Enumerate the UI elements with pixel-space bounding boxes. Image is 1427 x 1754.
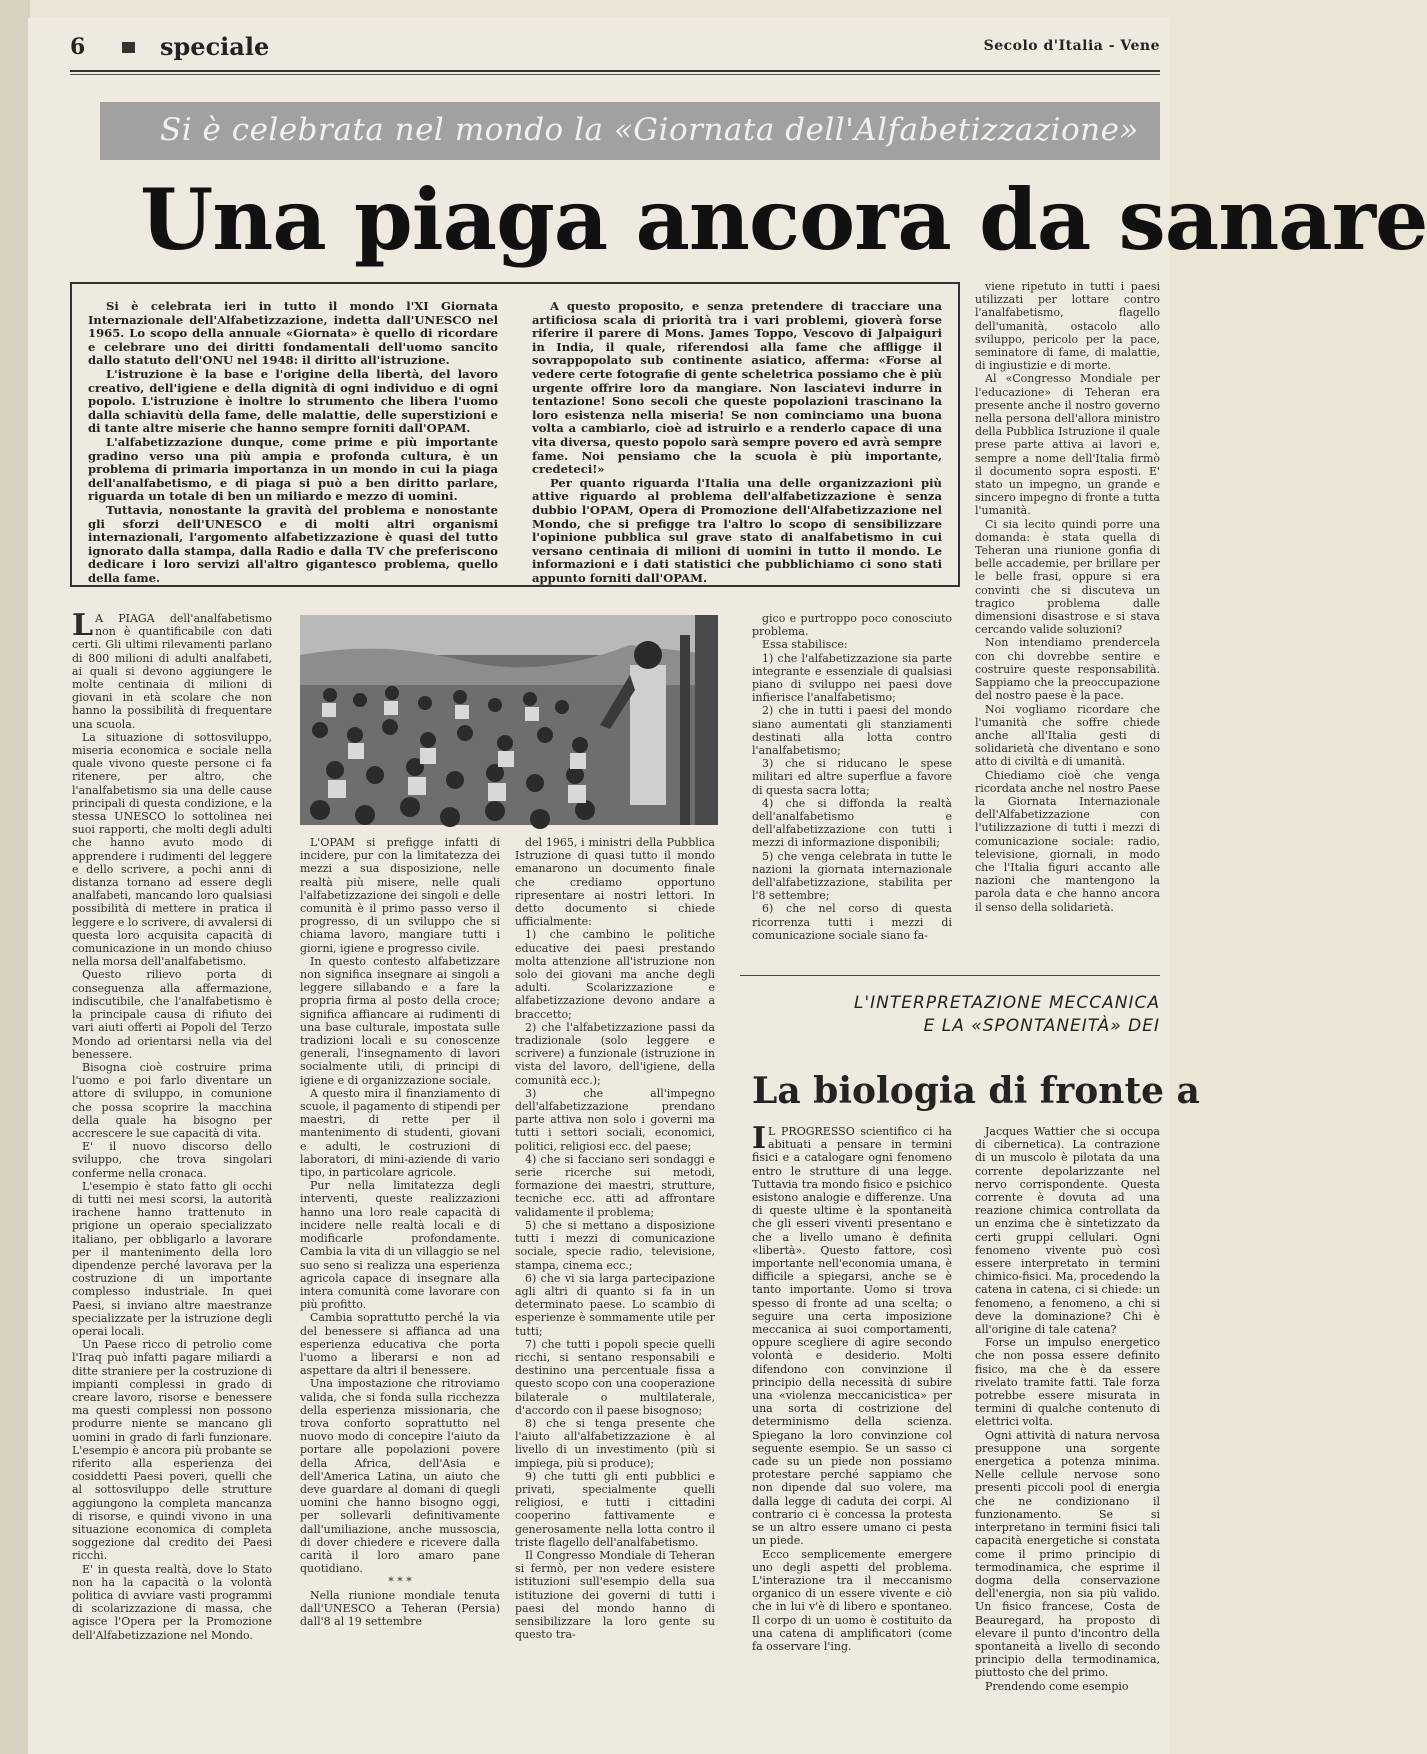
article-column-4 <box>752 612 952 958</box>
article-paragraph: E' il nuovo discorso dello sviluppo, che trova singolari conferme nella cronaca. <box>72 1140 272 1180</box>
biology-title: La biologia di fronte a <box>752 1070 1200 1112</box>
article-paragraph: Pur nella limitatezza degli interventi, queste realizzazioni hanno una loro reale capacità di incidere nelle realtà locali e di modificarle profondamente. Cambia la vita di un villaggio se nel suo seno si realizza una esperienza agricola capace di insegnare alla intera comunità come lavorare con più profitto. <box>300 1179 500 1312</box>
article-paragraph: Questo rilievo porta di conseguenza alla affermazione, indiscutibile, che l'analfabetismo è la principale causa di rifiuto dei vari aiuti offerti ai Popoli del Terzo Mondo ad orientarsi nella via del benessere. <box>72 968 272 1061</box>
dropcap: L <box>72 608 94 643</box>
article-paragraph: 3) che all'impegno dell'alfabetizzazione prendano parte attiva non solo i governi ma tutti i settori sociali, economici, politici, religiosi ecc. del paese; <box>515 1086 715 1153</box>
article-paragraph: Il Congresso Mondiale di Teheran si fermò, per non vedere esistere istituzioni sull'esempio della sua istituzione dei governi di tutti i paesi del mondo hanno di sensibilizzare la loro gente su questo tra- <box>515 1548 715 1642</box>
intro-paragraph: Si è celebrata ieri in tutto il mondo l'XI Giornata Internazionale dell'Alfabetizzazione, indetta dall'UNESCO nel 1965. Lo scopo della annuale «Giornata» è quello di ricordare e celebrare uno dei diritti fondamentali dell'uomo sancito dallo statuto dell'ONU nel 1948: il diritto all'istruzione. <box>88 299 498 368</box>
article-paragraph: 6) che nel corso di questa ricorrenza tutti i mezzi di comunicazione sociale siano fa- <box>752 902 952 942</box>
biology-paragraph: Ogni attività di natura nervosa presuppone una sorgente energetica a potenza minima. Nelle cellule nervose sono presenti piccoli pool di energia che ne condizionano il funzionamento. Se si interpretano in termini fisici tali capacità energetiche si constata come il primo principio di termodinamica, che esprime il dogma della conservazione dell'energia, non sia più valido. Un fisico francese, Costa de Beauregard, ha proposto di elevare il punto d'incontro della spontaneità a livello di secondo principio della termodinamica, piuttosto che del primo. <box>975 1428 1160 1680</box>
article-paragraph: 1) che l'alfabetizzazione sia parte integrante e essenziale di qualsiasi piano di sviluppo nei paesi dove infierisce l'analfabetismo; <box>752 651 952 705</box>
article-paragraph: 7) che tutti i popoli specie quelli ricchi, si sentano responsabili e destinino una percentuale fissa a questo scopo con una cooperazione bilaterale o multilaterale, d'accordo con il paese bisognoso; <box>515 1337 715 1417</box>
article-paragraph: 5) che si mettano a disposizione tutti i mezzi di comunicazione sociale, specie radio, televisione, stampa, cinema ecc.; <box>515 1218 715 1272</box>
intro-column-left <box>88 299 498 585</box>
article-paragraph: 6) che vi sia larga partecipazione agli altri di quanto si fa in un determinato paese. Lo scambio di esperienze è sommamente utile per tutti; <box>515 1271 715 1338</box>
article-paragraph: Al «Congresso Mondiale per l'educazione» di Teheran era presente anche il nostro governo nella persona dell'allora ministro della Pubblica Istruzione il quale prese parte attiva ai lavori e, sempre a nome dell'Italia firmò il documento sopra esposti. E' stato un impegno, un grande e sincero impegno di fronte a tutta l'umanità. <box>975 372 1160 518</box>
article-column-1 <box>72 608 272 1732</box>
intro-paragraph: Per quanto riguarda l'Italia una delle organizzazioni più attive riguardo al problema dell'alfabetizzazione è senza dubbio l'OPAM, Opera di Promozione dell'Alfabetizzazione nel Mondo, che si prefigge tra l'altro lo scopo di sensibilizzare l'opinione pubblica sul grave stato di analfabetismo in cui versano centinaia di milioni di uomini in tutto il mondo. Le informazioni e i dati statistici che pubblichiamo ci sono stati appunto forniti dall'OPAM. <box>532 475 942 585</box>
biology-column-1 <box>752 1121 952 1730</box>
article-photo <box>300 615 718 825</box>
biology-paragraph: Prendendo come esempio <box>985 1679 1129 1693</box>
dropcap: I <box>752 1121 767 1156</box>
article-paragraph: 8) che si tenga presente che l'aiuto all'alfabetizzazione è al livello di un investimento (più si impiega, più si produce); <box>515 1416 715 1470</box>
biology-paragraph: L PROGRESSO scientifico ci ha abituati a pensare in termini fisici e a catalogare ogni fenomeno entro le strutture di una legge. Tuttavia tra mondo fisico e psichico esistono analogie e differenze. Una di queste ultime è la spontaneità che gli esseri viventi presentano e che a livello umano è definita «libertà». Questo fattore, così importante nell'economia umana, è difficile a spiegarsi, anche se è tanto importante. Uomo si trova spesso di fronte ad una scelta; o seguire una certa imposizione meccanica ai suoi comportamenti, oppure scegliere di agire secondo volontà e desiderio. Molti difendono con convinzione il principio della necessità di subire una «violenza meccanicistica» per una sorta di costrizione del determinismo della scienza. Spiegano la loro convinzione col seguente esempio. Se un sasso ci cade su un piede non possiamo protestare perché sappiamo che non dipende dal suo volere, ma dalla legge di caduta dei corpi. Al contrario ci è concessa la protesta se un altro essere umano ci pesta un piede. <box>752 1125 952 1548</box>
article-paragraph: 2) che l'alfabetizzazione passi da tradizionale (solo leggere e scrivere) a funzionale (istruzione in vista del lavoro, dell'igiene, della comunità ecc.); <box>515 1020 715 1087</box>
article-paragraph: La situazione di sottosviluppo, miseria economica e sociale nella quale vivono queste persone ci fa ritenere, per altro, che l'analfabetismo sia una delle cause principali di questa condizione, e la stessa UNESCO lo sottolinea nei suoi rapporti, che molti degli adulti che hanno avuto modo di apprendere i rudimenti del leggere e dello scrivere, a pochi anni di distanza tornano ad essere degli analfabeti, mancando loro qualsiasi possibilità di mettere in pratica il leggere e lo scrivere, di avvalersi di questa loro acquisita capacità di comunicazione in un mondo chiuso nella morsa dell'analfabetismo. <box>72 730 272 969</box>
biology-kicker <box>850 992 1160 1038</box>
article-paragraph: Non intendiamo prendercela con chi dovrebbe sentire e costruire queste responsabilità. Sappiamo che la preoccupazione del nostro paese è la pace. <box>975 636 1160 703</box>
intro-paragraph: Tuttavia, nonostante la gravità del problema e nonostante gli sforzi dell'UNESCO e di molti altri organismi internazionali, l'argomento alfabetizzazione è quasi del tutto ignorato dalla stampa, dalla Radio e dalla TV che preferiscono dedicare i loro servizi all'altro gigantesco problema, quello della fame. <box>88 502 498 585</box>
page-header <box>70 28 1160 70</box>
article-paragraph: L'esempio è stato fatto gli occhi di tutti nei mesi scorsi, la autorità irachene hanno trattenuto in prigione un operaio specializzato italiano, per obbligarlo a lavorare per il mantenimento della loro dipendenze perché lavorava per la costruzione di un importante complesso industriale. In quei Paesi, si inviano altre maestranze specializzate per la istruzione degli operai locali. <box>72 1179 272 1338</box>
article-column-5 <box>975 280 1160 958</box>
article-paragraph: 4) che si facciano seri sondaggi e serie ricerche sui metodi, formazione dei maestri, strutture, tecniche ecc. atti ad affrontare validamente il problema; <box>515 1152 715 1219</box>
intro-paragraph: A questo proposito, e senza pretendere di tracciare una artificiosa scala di priorità tra i vari problemi, gioverà forse riferire il parere di Mons. James Toppo, Vescovo di Jalpaiguri in India, il quale, riferendosi alla fame che affligge il sovrappopolato sub continente asiatico, afferma: «Forse al vedere certe fotografie di gente scheletrica possiamo che è più urgente offrire loro da mangiare. Non lasciatevi indurre in tentazione! Sono secoli che queste popolazioni trascinano la loro esistenza nella miseria! Se non cominciamo una buona volta a cambiarlo, cioè ad istruirlo e a renderlo capace di una vita diversa, questo popolo sarà sempre povero ed avrà sempre fame. Noi pensiamo che la scuola è più importante, credeteci!» <box>532 299 942 477</box>
section-square-icon <box>122 42 135 53</box>
classroom-crowd-image <box>300 615 718 825</box>
article-paragraph: Bisogna cioè costruire prima l'uomo e poi farlo diventare un attore di sviluppo, in comunione che possa scoprire la macchina della quale ha bisogno per accrescere le sue capacità di vita. <box>72 1060 272 1140</box>
article-paragraph: Nella riunione mondiale tenuta dall'UNESCO a Teheran (Persia) dall'8 al 19 settembre <box>300 1588 500 1628</box>
article-paragraph: 4) che si diffonda la realtà dell'analfabetismo e dell'alfabetizzazione con tutti i mezzi di informazione disponibili; <box>752 796 952 850</box>
intro-paragraph: L'istruzione è la base e l'origine della libertà, del lavoro creativo, dell'igiene e della dignità di ogni individuo e di ogni popolo. L'istruzione è inoltre lo strumento che libera l'uomo dalla schiavitù della fame, delle malattie, delle superstizioni e di tante altre miserie che hanno sempre forniti dall'OPAM. <box>88 366 498 436</box>
biology-paragraph: Jacques Wattier che si occupa di cibernetica). La contrazione di un muscolo è pilotata da una corrente depolarizzante nel nervo corrispondente. Questa corrente è dovuta ad una reazione chimica controllata da un enzima che è sintetizzato da certi gruppi cellulari. Ogni fenomeno vivente può così essere interpretato in termini chimico-fisici. Ma, procedendo la catena in catena, ci si chiede: un fenomeno, a fenomeno, a chi si deve la dominazione? Chi è all'origine di tale catena? <box>975 1125 1160 1337</box>
intro-column-right <box>532 299 942 585</box>
article-paragraph: 3) che si riducano le spese militari ed altre superflue a favore di questa sacra lotta; <box>752 757 952 797</box>
article-paragraph: A PIAGA dell'analfabetismo non è quantificabile con dati certi. Gli ultimi rilevamenti parlano di 800 milioni di adulti analfabeti, ai quali si devono aggiungere le molte centinaia di milioni di giovani in età scolare che non hanno la possibilità di frequentare una scuola. <box>72 612 272 731</box>
article-paragraph: viene ripetuto in tutti i paesi utilizzati per lottare contro l'analfabetismo, flagello dell'umanità, ostacolo allo sviluppo, pericolo per la pace, seminatore di fame, di malattie, di ingiustizie e di morte. <box>975 280 1160 373</box>
biology-paragraph: Forse un impulso energetico che non possa essere definito fisico, ma che è da essere rivelato tramite fatti. Tale forza potrebbe essere misurata in termini di qualche contenuto di elettrici volta. <box>975 1336 1160 1429</box>
article-column-2 <box>300 836 500 1732</box>
kicker-banner <box>100 102 1160 160</box>
masthead: Secolo d'Italia - Vene <box>983 38 1160 54</box>
article-paragraph: Essa stabilisce: <box>762 638 848 652</box>
article-paragraph: gico e purtroppo poco conosciuto problema. <box>752 612 952 639</box>
article-paragraph: Ci sia lecito quindi porre una domanda: è stata quella di Teheran una riunione gonfia di belle accademie, per brillare per le belle frasi, oppure si era convinti che si discuteva un tragico problema dalle dimensioni disastrose e si stava cercando valide soluzioni? <box>975 517 1160 637</box>
main-headline: Una piaga ancora da sanare <box>140 170 1427 269</box>
section-divider <box>740 975 1160 976</box>
header-rule-thin <box>70 74 1160 75</box>
article-paragraph: In questo contesto alfabetizzare non significa insegnare ai singoli a leggere sillabando e a fare la propria firma al posto della croce; significa affiancare ai rudimenti di una base culturale, impostata sulle tradizioni locali e su conoscenze generali, l'insegnamento di lavori socialmente utili, di principi di igiene e di organizzazione sociale. <box>300 954 500 1087</box>
biology-paragraph: Ecco semplicemente emergere uno degli aspetti del problema. L'interazione tra il meccanismo organico di un essere vivente e ciò che in lui v'è di libero e spontaneo. Il corpo di un uomo è costituito da una catena di amplificatori (come fa osservare l'ing. <box>752 1547 952 1653</box>
header-rule <box>70 70 1160 72</box>
article-paragraph: del 1965, i ministri della Pubblica Istruzione di quasi tutto il mondo emanarono un documento finale che crediamo opportuno ripresentare ai nostri lettori. In detto documento si chiede ufficialmente: <box>515 836 715 929</box>
article-paragraph: 5) che venga celebrata in tutte le nazioni la giornata internazionale dell'alfabetizzazione, stabilita per l'8 settembre; <box>752 849 952 903</box>
article-column-3 <box>515 836 715 1732</box>
kicker-text: Si è celebrata nel mondo la «Giornata dell'Alfabetizzazione» <box>160 112 1139 148</box>
intro-paragraph: L'alfabetizzazione dunque, come prime e più importante gradino verso una più ampia e profonda cultura, è un problema di primaria importanza in un mondo in cui la piaga dell'analfabetismo, e di piaga si può a ben diritto parlare, riguarda un totale di ben un miliardo e mezzo di uomini. <box>88 434 498 504</box>
article-paragraph: E' in questa realtà, dove lo Stato non ha la capacità o la volontà politica di avviare vasti programmi di scolarizzazione di massa, che agisce l'Opera per la Promozione dell'Alfabetizzazione nel Mondo. <box>72 1562 272 1642</box>
article-paragraph: Noi vogliamo ricordare che l'umanità che soffre chiede anche all'Italia gesti di solidarietà che diventano e sono atto di civiltà e di umanità. <box>975 702 1160 769</box>
article-paragraph: A questo mira il finanziamento di scuole, il pagamento di stipendi per maestri, di rette per il mantenimento di studenti, giovani e adulti, le costruzioni di laboratori, di mini-aziende di vario tipo, in particolare agricole. <box>300 1086 500 1180</box>
intro-box <box>70 282 960 587</box>
article-paragraph: Una impostazione che ritroviamo valida, che si fonda sulla ricchezza della esperienza missionaria, che trova conforto soprattutto nel nuovo modo di concepire l'aiuto da portare alle popolazioni povere della Africa, dell'Asia e dell'America Latina, un aiuto che deve guardare al domani di quegli uomini che hanno bisogno oggi, per sollevarli definitivamente dall'umiliazione, anche mussoscia, di dover chiedere e ricevere dalla carità il loro amaro pane quotidiano. <box>300 1377 500 1576</box>
page-gutter <box>0 0 30 1754</box>
page-number: 6 <box>70 34 86 60</box>
article-paragraph: 2) che in tutti i paesi del mondo siano aumentati gli stanziamenti destinati alla lotta contro l'analfabetismo; <box>752 704 952 758</box>
article-paragraph: Chiediamo cioè che venga ricordata anche nel nostro Paese la Giornata Internazionale dell'Alfabetizzazione con l'utilizzazione di tutti i mezzi di comunicazione sociale: radio, televisione, giornali, in modo che l'Italia figuri accanto alle nazioni che mantengono la parola data e che hanno ancora il senso della solidarietà. <box>975 768 1160 914</box>
article-paragraph: Un Paese ricco di petrolio come l'Iraq può infatti pagare miliardi a ditte straniere per la costruzione di impianti complessi in grado di creare lavoro, risorse e benessere ma questi complessi non possono produrre niente se mancano gli uomini in grado di farli funzionare. L'esempio è ancora più probante se riferito alla esperienza dei cosiddetti Paesi poveri, quelli che al sottosviluppo delle strutture aggiungono la completa mancanza di risorse, e quindi vivono in una situazione economica di completa soggezione dal credito dei Paesi ricchi. <box>72 1338 272 1563</box>
biology-kicker-line: L'INTERPRETAZIONE MECCANICA <box>854 993 1160 1013</box>
article-paragraph: 1) che cambino le politiche educative dei paesi prestando molta attenzione all'istruzione non solo dei giovani ma anche degli adulti. Scolarizzazione e alfabetizzazione devono andare a braccetto; <box>515 928 715 1021</box>
biology-kicker-line: E LA «SPONTANEITÀ» DEI <box>923 1016 1160 1036</box>
biology-column-2 <box>975 1125 1160 1730</box>
section-label: speciale <box>160 32 270 61</box>
section-break: * * * <box>388 1575 412 1589</box>
article-paragraph: 9) che tutti gli enti pubblici e privati, specialmente quelli religiosi, e tutti i cittadini cooperino fattivamente e generosamente nella lotta contro il triste flagello dell'analfabetismo. <box>515 1469 715 1549</box>
article-paragraph: L'OPAM si prefigge infatti di incidere, pur con la limitatezza dei mezzi a sua disposizione, nelle realtà più misere, nelle quali l'alfabetizzazione dei singoli e delle comunità è il primo passo verso il progresso, di un sviluppo che si chiama lavoro, mangiare tutti i giorni, igiene e progresso civile. <box>300 836 500 955</box>
article-paragraph: Cambia soprattutto perché la via del benessere si affianca ad una esperienza educativa che porta l'uomo a liberarsi e non ad aspettare da altri il benessere. <box>300 1311 500 1378</box>
